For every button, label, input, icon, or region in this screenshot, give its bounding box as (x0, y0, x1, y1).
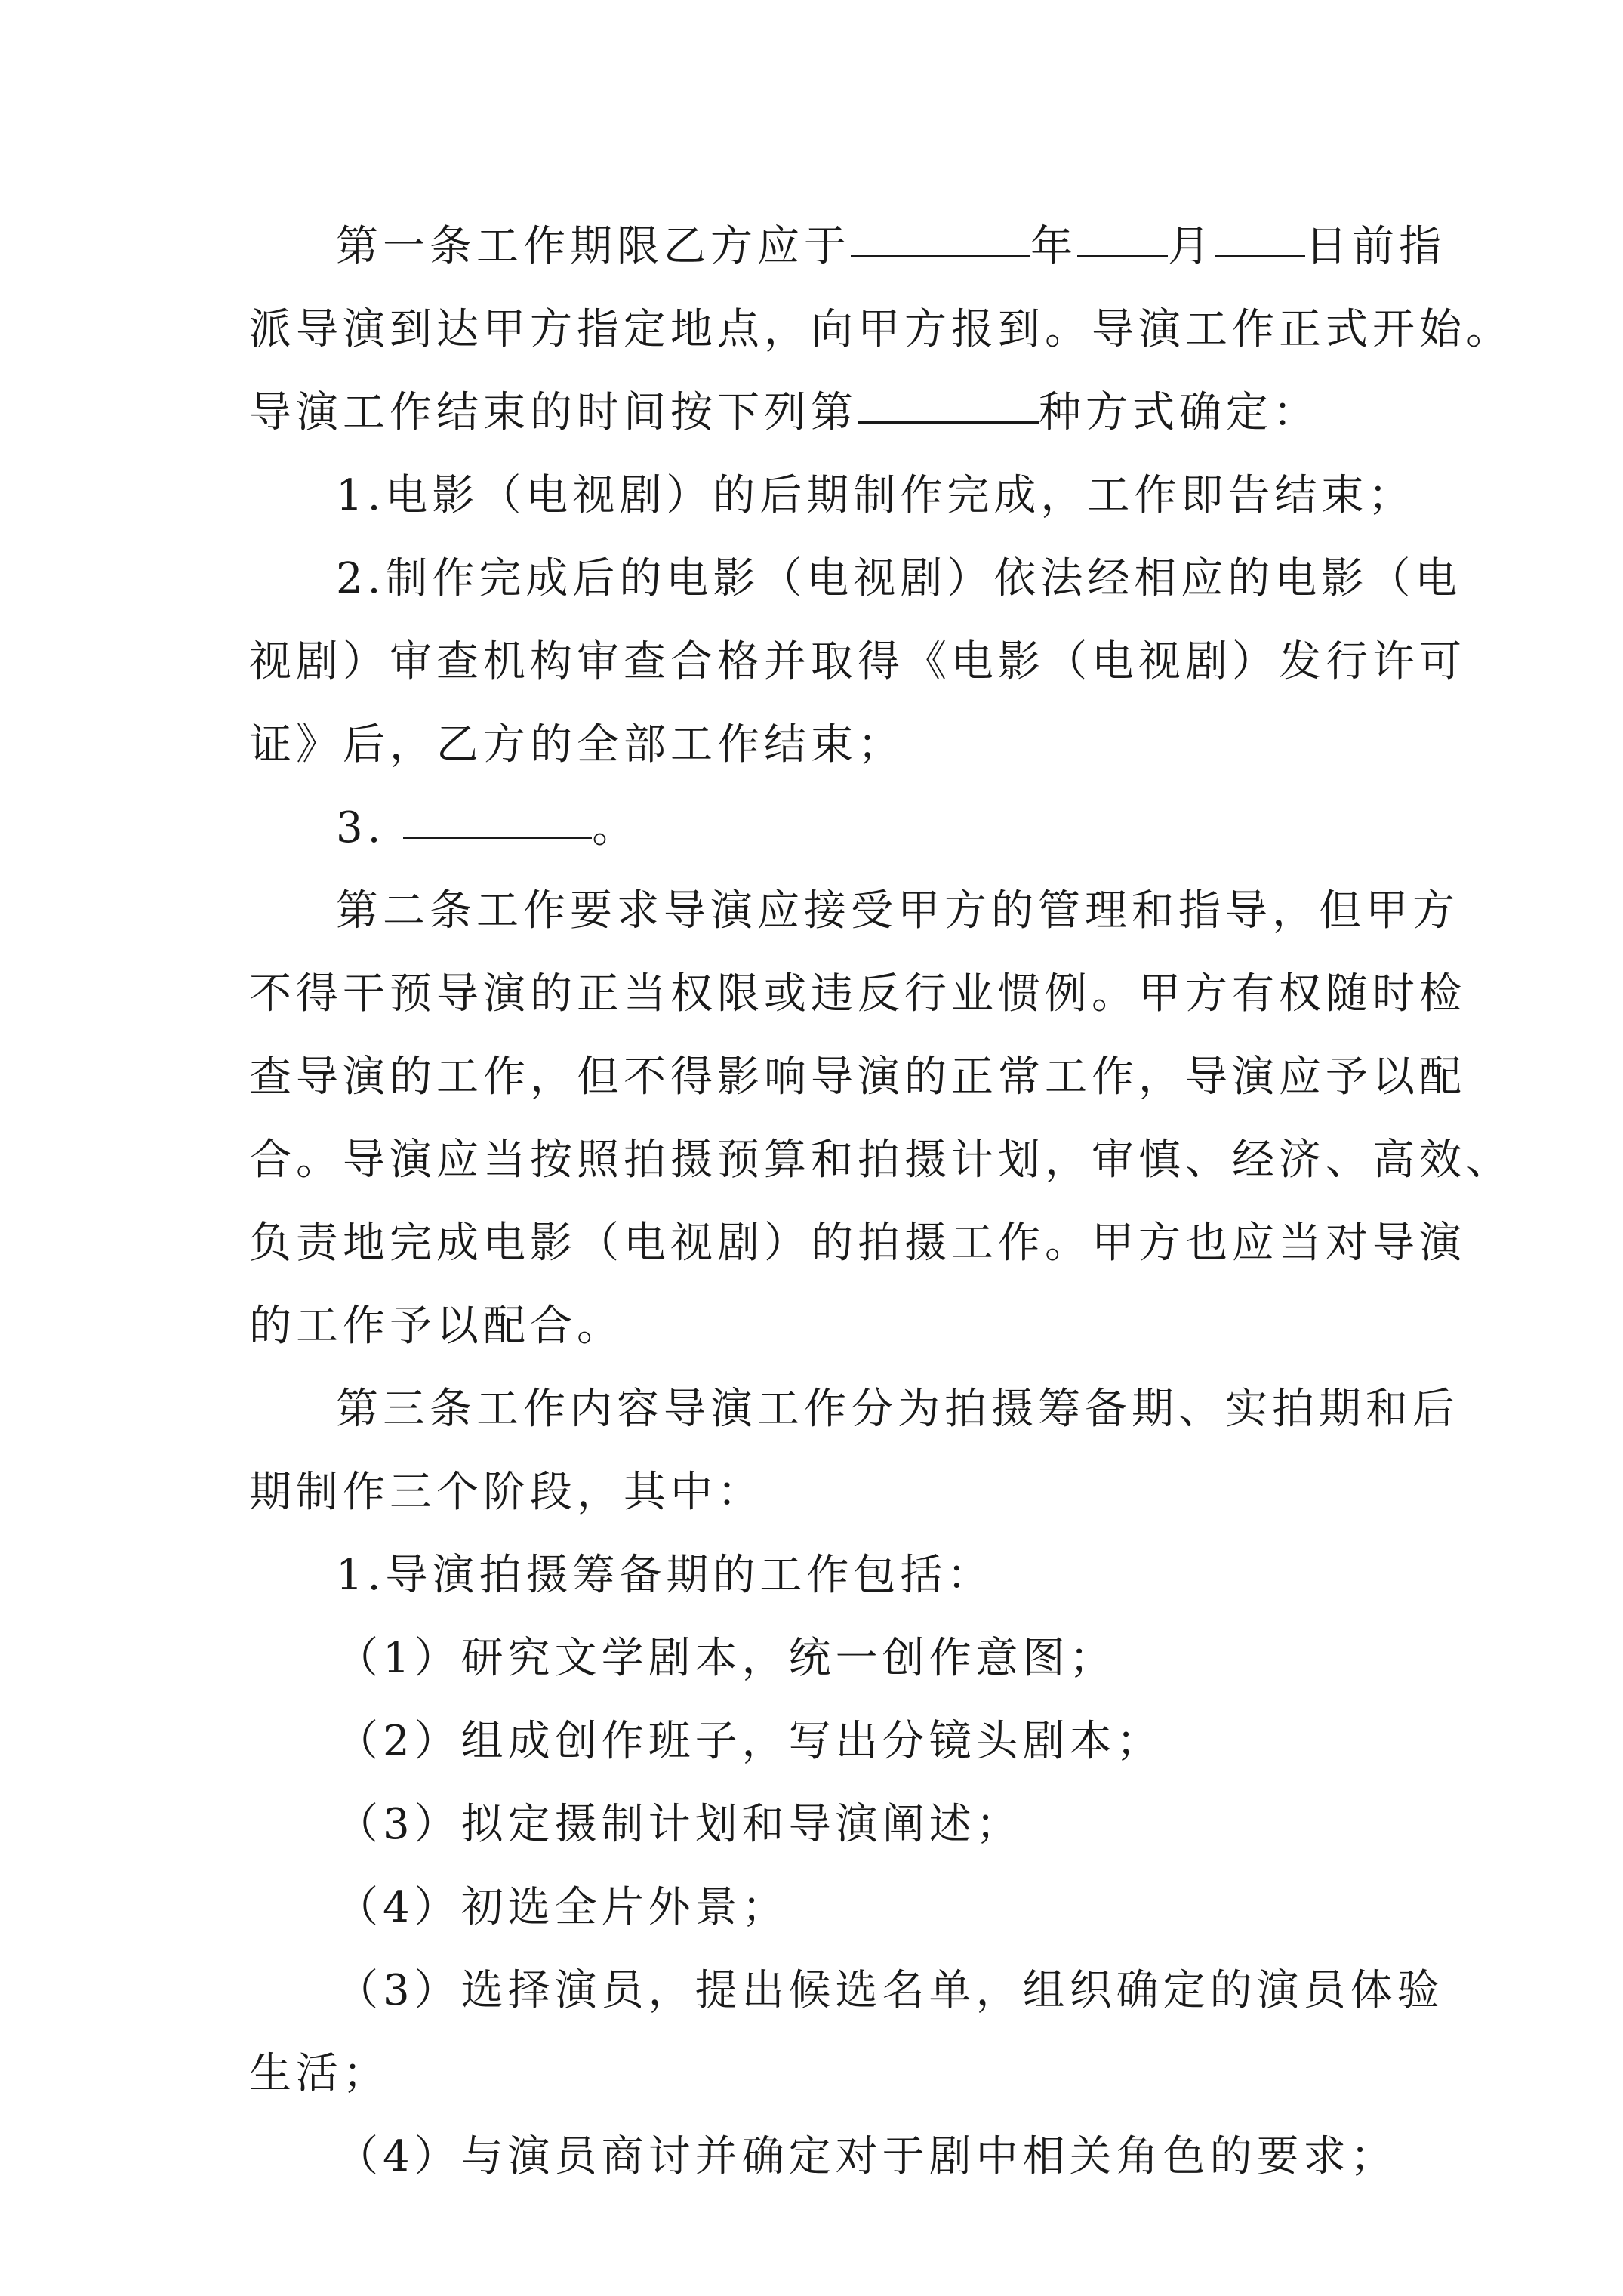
art1-item-3 (336, 787, 1468, 870)
art1-method-tail: 种方式确定： (1039, 388, 1320, 437)
art1-item-2-line-3: 证》后，乙方的全部工作结束； (249, 720, 904, 769)
month-label: 月 (1168, 222, 1215, 271)
art3-line-1: 第三条工作内容导演工作分为拍摄筹备期、实拍期和后 (336, 1385, 1459, 1434)
art2-line-6: 的工作予以配合。 (249, 1302, 624, 1351)
art1-item-1: 1.电影（电视剧）的后期制作完成，工作即告结束； (336, 471, 1415, 520)
item-3-blank (403, 787, 592, 839)
art2-line-1: 第二条工作要求导演应接受甲方的管理和指导，但甲方 (336, 886, 1459, 935)
day-label: 日前指 (1305, 222, 1446, 271)
art1-intro-text: 第一条工作期限乙方应于 (336, 222, 851, 271)
art3-sub-1: 1.导演拍摄筹备期的工作包括： (336, 1551, 994, 1600)
art3-item-2: （2）组成创作班子，写出分镜头剧本； (336, 1717, 1163, 1766)
art1-line-3 (249, 371, 1381, 455)
art3-item-5-line-1: （3）选择演员，提出候选名单，组织确定的演员体验 (336, 1966, 1444, 2015)
art3-item-4: （4）初选全片外景； (336, 1883, 789, 1932)
art2-line-5: 负责地完成电影（电视剧）的拍摄工作。甲方也应当对导演 (249, 1219, 1466, 1268)
art2-line-2: 不得干预导演的正当权限或违反行业惯例。甲方有权随时检 (249, 969, 1466, 1019)
art2-line-3: 查导演的工作，但不得影响导演的正常工作，导演应予以配 (249, 1052, 1466, 1102)
year-label: 年 (1030, 222, 1077, 271)
art3-item-1: （1）研究文学剧本，统一创作意图； (336, 1634, 1116, 1683)
art2-line-4: 合。导演应当按照拍摄预算和拍摄计划，审慎、经济、高效、 (249, 1136, 1513, 1185)
item-3-number: 3. (336, 803, 386, 852)
art3-item-3: （3）拟定摄制计划和导演阐述； (336, 1800, 1023, 1849)
art1-method-text: 导演工作结束的时间按下列第 (249, 388, 858, 437)
art3-line-2: 期制作三个阶段，其中： (249, 1468, 764, 1517)
art1-item-2-line-1: 2.制作完成后的电影（电视剧）依法经相应的电影（电 (336, 554, 1462, 603)
art1-line-1 (336, 205, 1468, 288)
art3-item-6: （4）与演员商讨并确定对于剧中相关角色的要求； (336, 2132, 1397, 2181)
art1-item-2-line-2: 视剧）审查机构审查合格并取得《电影（电视剧）发行许可 (249, 637, 1466, 686)
art1-line-2: 派导演到达甲方指定地点，向甲方报到。导演工作正式开始。 (249, 305, 1513, 354)
art3-item-5-line-2: 生活； (249, 2049, 390, 2098)
month-blank (1077, 205, 1168, 257)
year-blank (851, 205, 1030, 257)
day-blank (1215, 205, 1305, 257)
method-blank (858, 371, 1039, 424)
item-3-end: 。 (592, 803, 639, 852)
